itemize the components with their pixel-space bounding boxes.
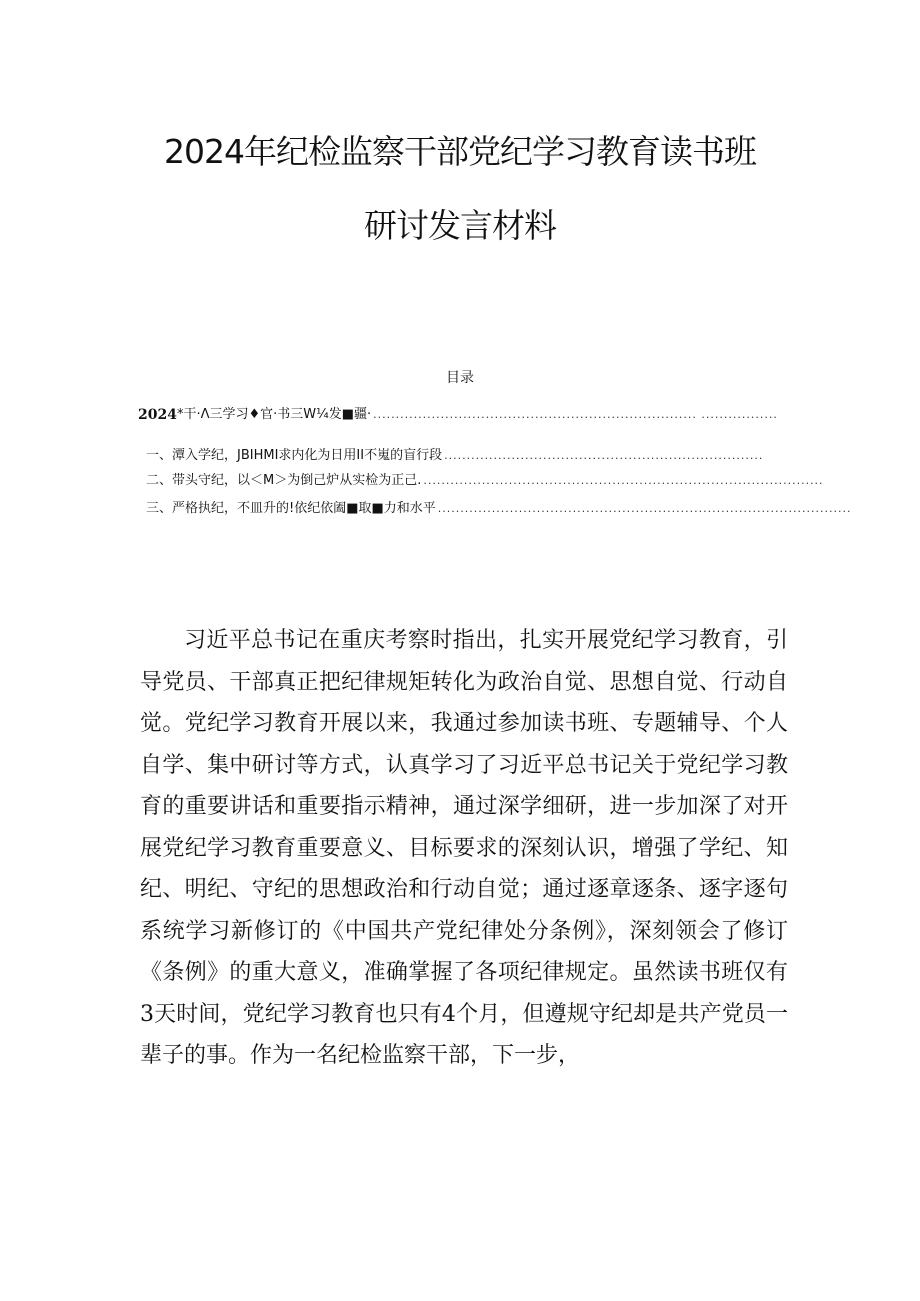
document-subtitle: 研讨发言材料	[364, 206, 556, 245]
toc-heading: 目录	[446, 370, 474, 386]
toc-entry[interactable]	[146, 445, 776, 465]
toc-leader-dots: .......................................................................	[444, 449, 764, 462]
toc-entry[interactable]	[146, 498, 852, 518]
toc-entry[interactable]	[138, 404, 778, 424]
toc-entry[interactable]	[146, 470, 824, 490]
toc-leader-dots: .........................................................................................	[423, 474, 824, 487]
toc-leader-dots: ........................................................................ .................	[373, 408, 778, 421]
toc-entry-text: *干·Λ三学习♦官·书三W¼发■疆·	[176, 407, 372, 422]
toc-entry-text: 二、带头守纪，以＜M＞为倒己炉从实检为正己.	[146, 473, 422, 488]
toc-entry-prefix: 2024	[138, 407, 177, 423]
toc-entry-text: 一、潭入学纪，JBIHMI求内化为日用II不嵬的盲行段	[146, 448, 443, 463]
toc-leader-dots: ............................................................................................	[437, 502, 852, 515]
toc-entry-text: 三、严格执纪，不皿升的!依纪依阖■取■力和水平	[146, 501, 436, 516]
document-title: 2024年纪检监察干部党纪学习教育读书班	[164, 132, 756, 171]
body-paragraph: 习近平总书记在重庆考察时指出，扎实开展党纪学习教育，引导党员、干部真正把纪律规矩转化为政治自觉、思想自觉、行动自觉。党纪学习教育开展以来，我通过参加读书班、专题辅导、个人自学、集中研讨等方式，认真学习了习近平总书记关于党纪学习教育的重要讲话和重要指示精神，通过深学细研，进一步加深了对开展党纪学习教育重要意义、目标要求的深刻认识，增强了学纪、知纪、明纪、守纪的思想政治和行动自觉；通过逐章逐条、逐字逐句系统学习新修订的《中国共产党纪律处分条例》，深刻领会了修订《条例》的重大意义，准确掌握了各项纪律规定。虽然读书班仅有3天时间，党纪学习教育也只有4个月，但遵规守纪却是共产党员一辈子的事。作为一名纪检监察干部，下一步，	[140, 628, 788, 1068]
